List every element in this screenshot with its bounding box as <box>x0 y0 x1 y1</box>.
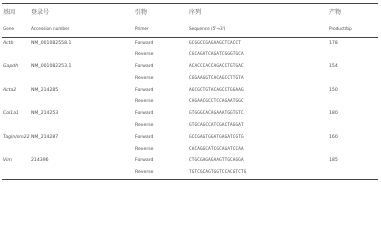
header-accession-en: Accession number <box>30 21 134 38</box>
gene-cell <box>2 167 30 179</box>
primer-cell: Forward <box>135 158 154 164</box>
gene-cell <box>2 96 30 108</box>
table-row <box>2 132 378 144</box>
table-row <box>2 38 378 50</box>
accession-cell <box>30 49 134 61</box>
gene-cell: Acta2 <box>3 87 17 93</box>
header-primer-en: Primer <box>134 21 188 38</box>
gene-cell: Gapdh <box>3 63 19 69</box>
product-cell: 150 <box>329 87 338 93</box>
accession-cell: NM_214287 <box>31 134 59 140</box>
accession-cell <box>30 96 134 108</box>
gene-cell <box>2 144 30 156</box>
product-cell: 154 <box>329 63 338 69</box>
accession-cell: NM_001082558.1 <box>31 40 72 46</box>
table-row <box>2 155 378 167</box>
accession-cell <box>30 120 134 132</box>
gene-cell: Col1a1 <box>3 111 19 117</box>
product-cell <box>328 144 378 156</box>
sequence-cell: CAGAACGCCTCCAGAATGGC <box>189 99 244 105</box>
header-gene-en: Gene <box>2 21 30 38</box>
sequence-cell: TGTCGCAGTGGTCCACGTCTG <box>188 167 328 179</box>
primer-cell: Reverse <box>135 75 154 81</box>
accession-cell: NM_214253 <box>31 111 59 117</box>
primer-cell: Reverse <box>135 122 154 128</box>
sequence-cell: CGGAAGGTCACAGCCTTGTA <box>189 75 244 81</box>
product-cell <box>328 96 378 108</box>
gene-cell <box>2 49 30 61</box>
header-sequence-cn: 序列 <box>188 4 328 21</box>
header-primer-cn: 引物 <box>134 4 188 21</box>
primer-cell: Forward <box>135 63 154 69</box>
table-row <box>2 49 378 61</box>
header-product-cn: 产物 <box>328 4 378 21</box>
header-row-chinese <box>2 4 378 21</box>
accession-cell <box>30 73 134 85</box>
table-row <box>2 85 378 97</box>
product-cell: 178 <box>329 40 338 46</box>
table-row <box>2 167 378 179</box>
product-cell <box>328 167 378 179</box>
gene-cell <box>2 73 30 85</box>
table-row <box>2 61 378 73</box>
accession-cell: 214396 <box>31 158 49 164</box>
accession-cell: NM_214285 <box>31 87 59 93</box>
product-cell: 180 <box>329 111 338 117</box>
table-row <box>2 96 378 108</box>
sequence-cell: GCCGAGTGGATGAGATCGTG <box>189 134 244 140</box>
accession-cell <box>30 144 134 156</box>
gene-cell <box>2 120 30 132</box>
accession-cell: NM_001082253.1 <box>31 63 72 69</box>
table-row <box>2 120 378 132</box>
sequence-cell: AGCGCTGTACAGCCTGGAAG <box>189 87 244 93</box>
header-gene-cn: 基因 <box>2 4 30 21</box>
header-product-en: Product/bp <box>328 21 378 38</box>
gene-cell: Tagln/sm22 <box>3 134 30 140</box>
header-accession-cn: 登录号 <box>30 4 134 21</box>
table-row <box>2 108 378 120</box>
table-row <box>2 144 378 156</box>
sequence-cell: CGCAGATCAGATCGGGTGCA <box>189 52 244 58</box>
product-cell: 185 <box>329 158 338 164</box>
table-body <box>2 38 378 180</box>
sequence-cell: GTGCAGCCATCGACTAGGAT <box>189 122 244 128</box>
header-row-english <box>2 21 378 38</box>
primer-cell: Forward <box>135 40 154 46</box>
gene-cell: Actb <box>3 40 14 46</box>
primer-cell: Reverse <box>135 52 154 58</box>
primer-cell: Reverse <box>135 146 154 152</box>
sequence-cell: CACAGGCATCGCAGATCCAA <box>189 146 244 152</box>
primer-cell: Forward <box>135 87 154 93</box>
sequence-cell: ACACCCACCAGACCTGTGAC <box>189 63 244 69</box>
primer-cell: Reverse <box>134 167 188 179</box>
product-cell <box>328 73 378 85</box>
sequence-cell: GCGGCCGAGAAGCTCACCT <box>189 40 242 46</box>
header-sequence-en: Sequence (5'→3') <box>188 21 328 38</box>
primer-cell: Forward <box>135 111 154 117</box>
primer-table <box>2 3 378 180</box>
table-row <box>2 73 378 85</box>
gene-cell: Vim <box>3 158 12 164</box>
product-cell <box>328 120 378 132</box>
primer-cell: Forward <box>135 134 154 140</box>
primer-cell: Reverse <box>135 99 154 105</box>
product-cell <box>328 49 378 61</box>
product-cell: 160 <box>329 134 338 140</box>
sequence-cell: CTGCGAGAGAAGTTGCAGGA <box>189 158 244 164</box>
sequence-cell: GTGGGCACAGAAATGGTGTC <box>189 111 244 117</box>
accession-cell <box>30 167 134 179</box>
